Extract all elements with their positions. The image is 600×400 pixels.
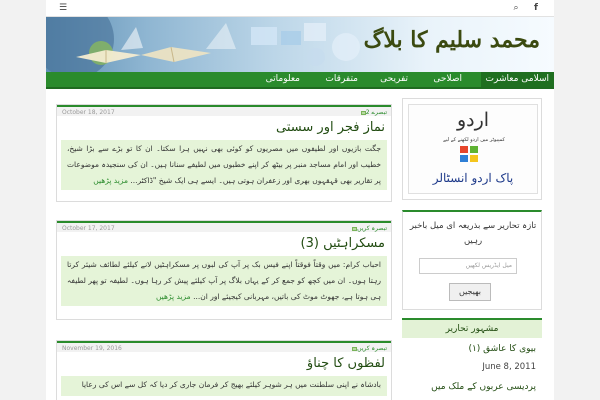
subscribe-button[interactable]: بھیجیں <box>449 283 491 301</box>
facebook-icon[interactable]: f <box>534 3 538 13</box>
popular-post-date: June 8, 2011 <box>482 362 536 372</box>
top-bar <box>46 0 554 17</box>
ad-brand: پاک اردو انسٹالر <box>432 171 514 185</box>
nav-item-reform[interactable]: اصلاحی <box>433 74 462 84</box>
comments-link[interactable]: تبصرہ کریں <box>350 225 387 232</box>
popular-post-link[interactable]: پردیسی عربوں کے ملک میں <box>431 382 536 392</box>
comments-link[interactable]: 2 تبصرے <box>359 109 387 116</box>
nav-item-misc[interactable]: متفرقات <box>325 74 358 84</box>
nav-item-islamic-society[interactable]: اسلامی معاشرت <box>481 72 554 87</box>
post-title[interactable]: مسکراہٹیں (3) <box>300 236 385 251</box>
post-date: October 17, 2017 <box>62 225 115 232</box>
ad-subtitle: کمپیوٹر میں اردو لکھنے کے لیے <box>443 137 505 143</box>
post-card <box>56 220 392 320</box>
search-icon[interactable]: ⌕ <box>513 3 519 13</box>
post-card <box>56 340 392 400</box>
post-title[interactable]: نماز فجر اور سستی <box>276 120 385 135</box>
post-meta <box>57 221 391 232</box>
urdu-installer-ad[interactable] <box>402 98 542 200</box>
read-more-link[interactable]: مزید پڑھیں <box>93 176 128 185</box>
post-title[interactable]: لفظوں کا چناؤ <box>306 356 385 371</box>
subscribe-text: تازہ تحاریر سے بذریعہ ای میل باخبر رہیں <box>409 221 537 246</box>
popular-post-link[interactable]: بیوی کا عاشق (۱) <box>468 344 536 354</box>
nav-item-informative[interactable]: معلوماتی <box>265 74 300 84</box>
ad-banner[interactable] <box>408 104 538 194</box>
post-excerpt: جگت بازیوں اور لطیفوں میں مصریوں کو کوئی بھی نہیں ہرا سکتا۔ ان کا تو بڑے سے بڑا شیخ، خطیب اور امام مساجد منبر پر بیٹھ کر اپنے خطبوں میں لطیفے سنانا ہیں۔ ان کی سنجیدہ موضوعات پر تقاریر بھی قہقہوں بھری اور زعفران ہوتی ہیں۔ ایسے ہی ایک شیخ "ڈاکٹر... مزید پڑھیں <box>61 140 387 190</box>
menu-icon[interactable]: ☰ <box>58 3 68 13</box>
comments-link[interactable]: تبصرہ کریں <box>350 345 387 352</box>
post-date: November 19, 2016 <box>62 345 122 352</box>
post-date: October 18, 2017 <box>62 109 115 116</box>
main-nav <box>46 72 554 89</box>
site-title[interactable]: محمد سلیم کا بلاگ <box>363 27 540 53</box>
popular-posts-widget <box>402 318 542 400</box>
header-banner[interactable] <box>46 17 554 72</box>
email-subscribe-widget <box>402 210 542 310</box>
email-input[interactable]: میل ایڈریس لکھیں <box>419 258 517 274</box>
post-meta <box>57 105 391 116</box>
ad-title: اردو <box>456 109 490 131</box>
post-excerpt: احباب کرام: میں وقتاً فوقتاً اپنے فیس بک پر آپ کی لبوں پر مسکراہٹیں لانے کیلئے لطائف شیئر کرتا رہتا ہوں۔ ان میں کچھ کو جمع کر کے یہاں بلاگ پر آپ کیلئے پیش کر رہا ہوں۔ لطیفہ تو پھر لطیفہ ہی ہوتا ہے، جھوٹ موٹ کی باتیں، مہربانی کیجیئے اور ان... مزید پڑھیں <box>61 256 387 306</box>
read-more-link[interactable]: مزید پڑھیں <box>155 292 191 301</box>
post-excerpt: بادشاہ نے اپنی سلطنت میں ہر شوہر کیلئے بھیج کر فرمان جاری کر دیا کہ کل سے اس کی رعایا <box>61 376 387 396</box>
post-card <box>56 104 392 202</box>
popular-posts-heading: مشہور تحاریر <box>402 318 542 338</box>
page <box>46 0 554 400</box>
nav-item-entertainment[interactable]: تفریحی <box>380 74 408 84</box>
windows-logo-icon <box>459 145 479 163</box>
post-meta <box>57 341 391 352</box>
